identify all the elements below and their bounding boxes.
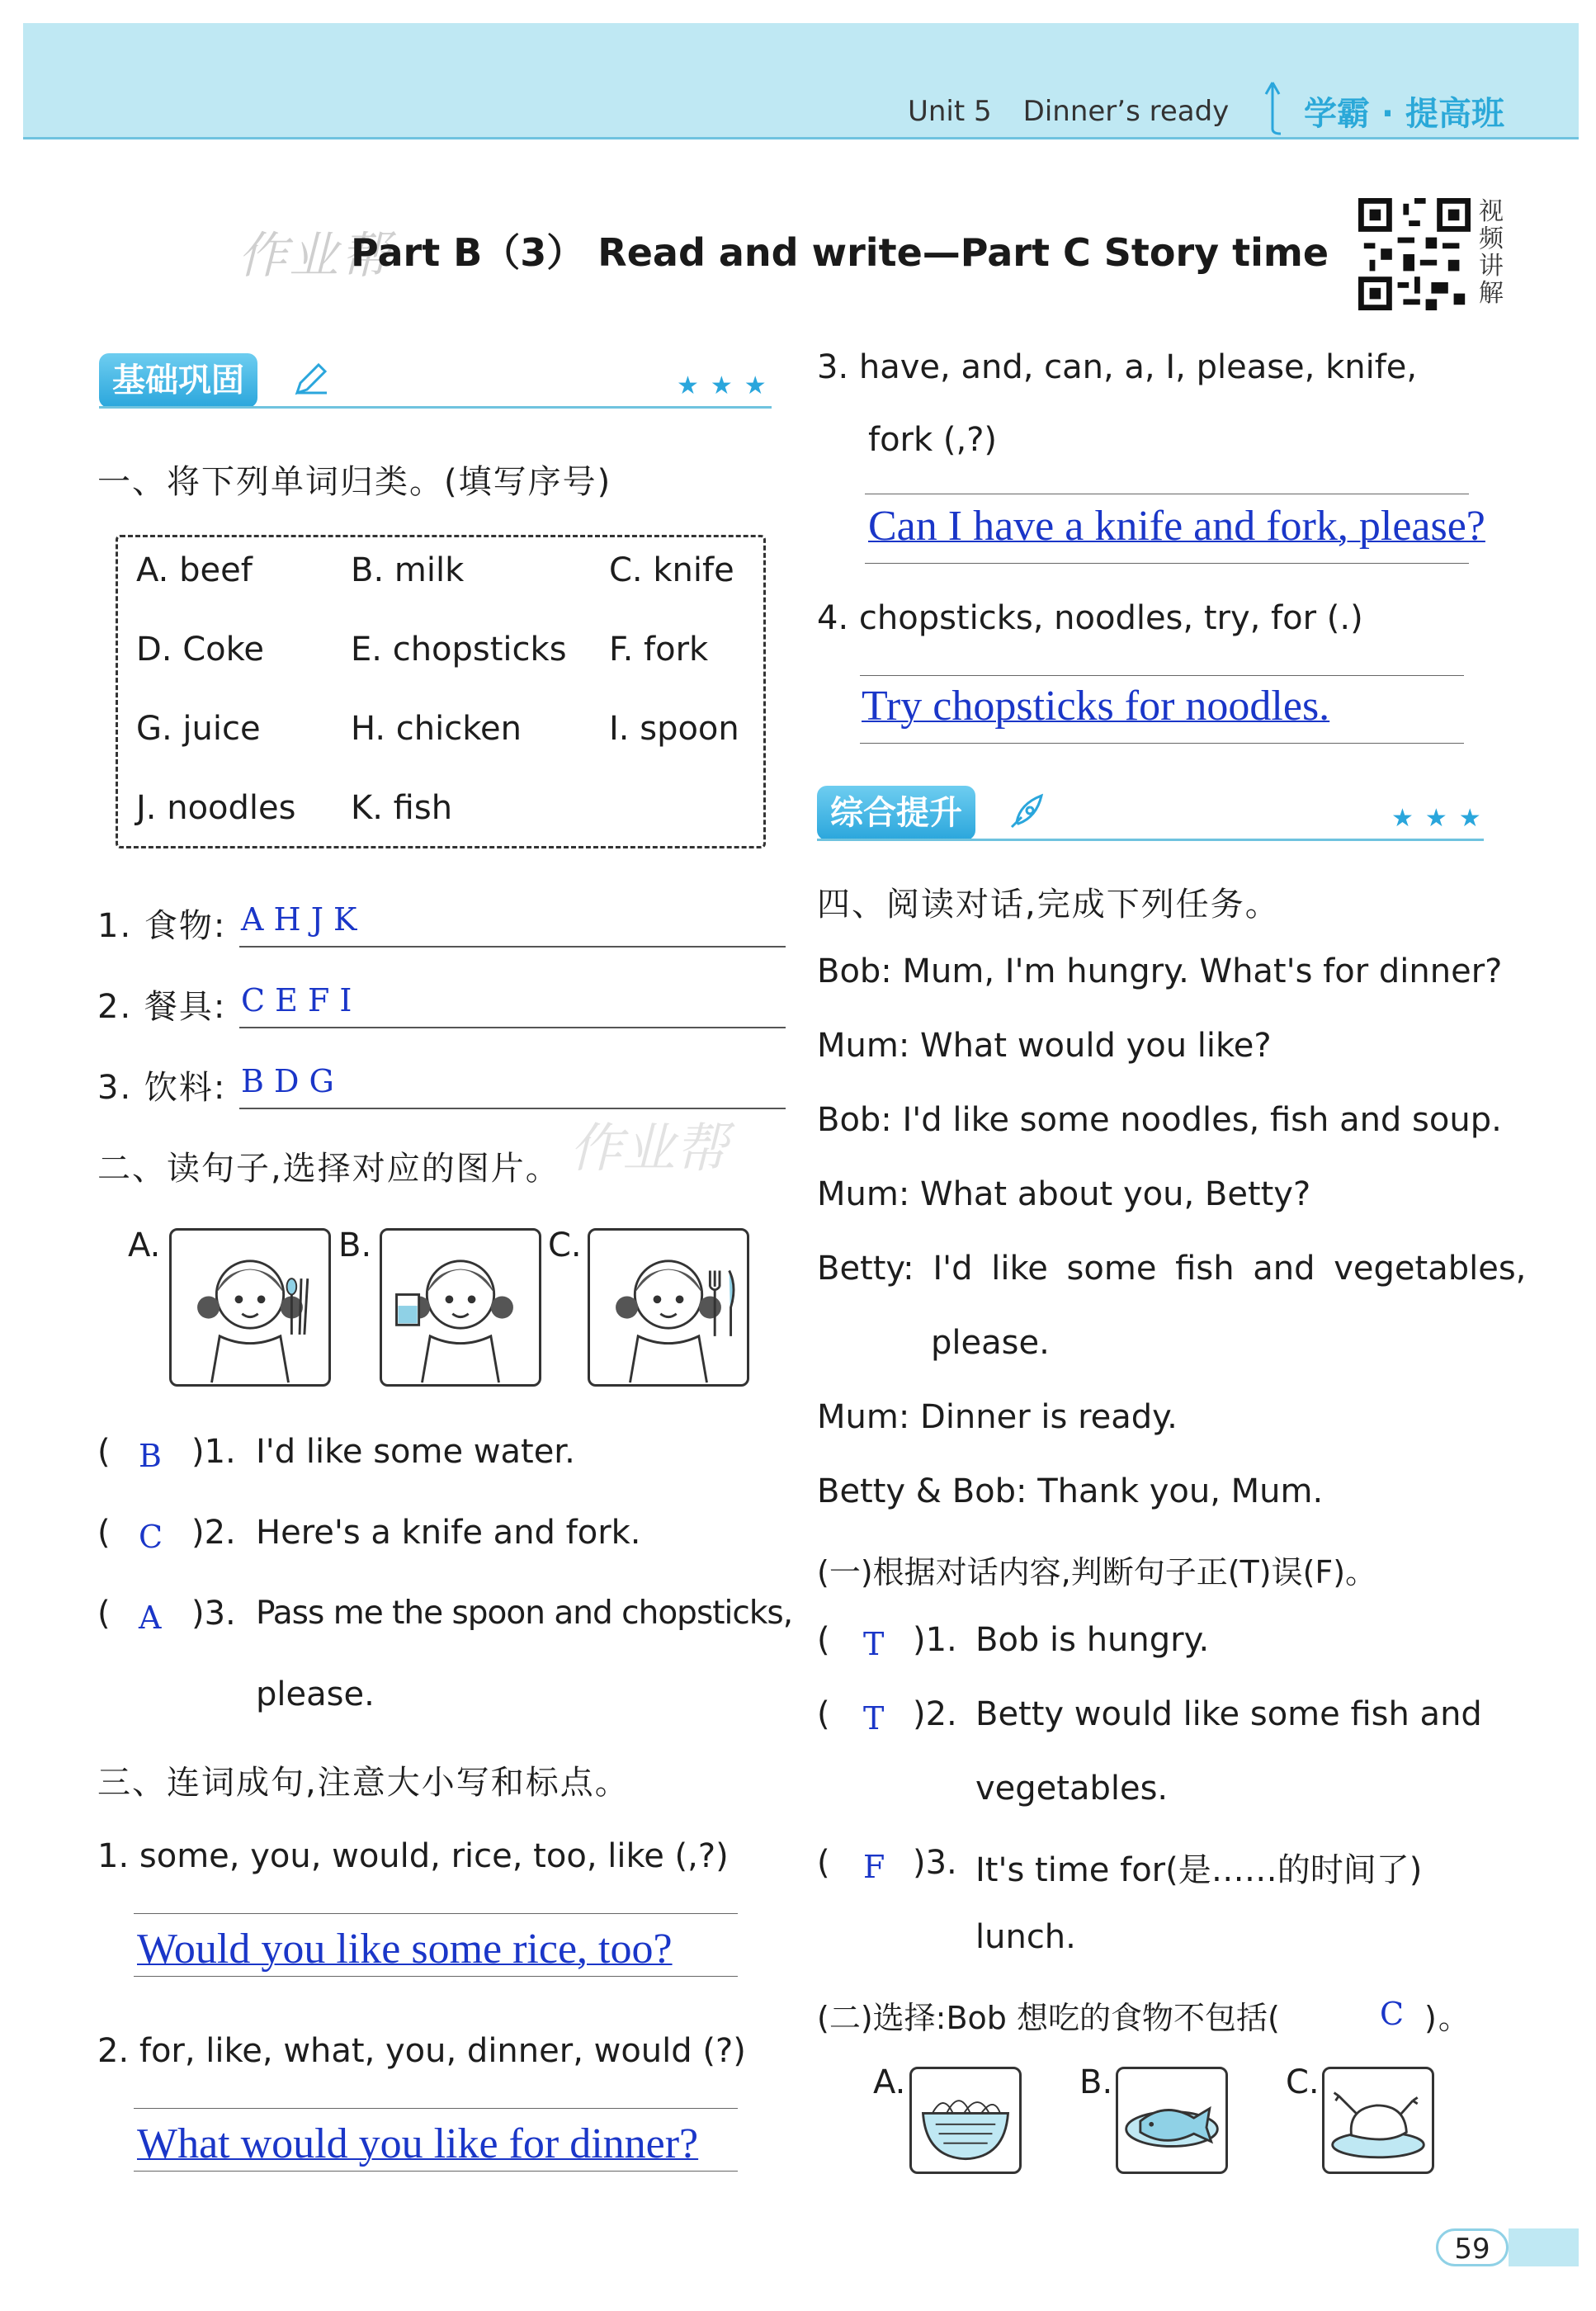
tf-statement-cont: vegetables. (975, 1770, 1169, 1808)
answer-line (239, 1027, 786, 1028)
writing-line (134, 2171, 738, 2172)
writing-line (134, 1913, 738, 1914)
pencil-icon (290, 358, 332, 399)
brand-logo: 学霸 · 提高班 (1304, 95, 1505, 133)
section-badge-basic: 基础巩固 (99, 353, 257, 408)
word-option: E. chopsticks (351, 631, 567, 669)
watermark: 作业帮 (238, 227, 391, 285)
dialogue-line: Bob: Mum, I'm hungry. What's for dinner? (817, 952, 1503, 990)
difficulty-stars: ★★★ (677, 371, 778, 400)
q4-part1-heading: (一)根据对话内容,判断句子正(T)误(F)。 (817, 1554, 1377, 1590)
bracket-open: ( (97, 1433, 111, 1471)
dialogue-line: Mum: What would you like? (817, 1027, 1272, 1065)
section-badge-advanced: 综合提升 (817, 786, 975, 840)
unit-number: Unit 5 (908, 95, 992, 128)
section-rule (99, 406, 772, 409)
word-option: A. beef (136, 551, 253, 589)
difficulty-stars: ★★★ (1391, 804, 1493, 833)
word-option: C. knife (609, 551, 734, 589)
q2-heading: 二、读句子,选择对应的图片。 (97, 1150, 560, 1188)
answer-line (239, 946, 786, 948)
writing-line (860, 743, 1464, 744)
tf-statement-cont: lunch. (975, 1918, 1076, 1956)
picture-girl-spoon-chopsticks[interactable] (169, 1228, 331, 1387)
q3-prompt: 3. have, and, can, a, I, please, knife, (817, 348, 1418, 386)
tf-statement: It's time for(是……的时间了) (975, 1851, 1423, 1889)
unit-title: Dinner’s ready (1022, 95, 1230, 128)
q3-prompt: 4. chopsticks, noodles, try, for (.) (817, 599, 1363, 637)
writing-line (134, 2108, 738, 2109)
option-label: B. (1079, 2063, 1113, 2101)
word-option: I. spoon (609, 710, 739, 748)
option-label: A. (873, 2063, 906, 2101)
q4-heading: 四、阅读对话,完成下列任务。 (817, 886, 1280, 924)
word-option: D. Coke (136, 631, 264, 669)
q1-heading: 一、将下列单词归类。(填写序号) (97, 463, 612, 501)
picture-girl-water[interactable] (380, 1228, 541, 1387)
dialogue-line: Betty & Bob: Thank you, Mum. (817, 1472, 1324, 1510)
word-option: F. fork (609, 631, 709, 669)
bracket-open: ( (97, 1595, 111, 1633)
page-tab (1509, 2228, 1579, 2266)
picture-label: B. (338, 1226, 372, 1264)
q3-answer[interactable]: Try chopsticks for noodles. (862, 683, 1330, 730)
dialogue-line: Mum: What about you, Betty? (817, 1175, 1311, 1213)
picture-label: C. (548, 1226, 582, 1264)
arrow-up-icon (1263, 79, 1282, 137)
tf-answer[interactable]: T (863, 1626, 885, 1662)
word-option: J. noodles (136, 789, 296, 827)
word-option: K. fish (351, 789, 453, 827)
page-number: 59 (1436, 2228, 1509, 2266)
picture-noodles[interactable] (909, 2067, 1022, 2174)
q2-number: )1. (191, 1433, 236, 1471)
word-option: B. milk (351, 551, 465, 589)
q3-prompt: 1. some, you, would, rice, too, like (,?) (97, 1837, 729, 1875)
dialogue-line: please. (931, 1324, 1050, 1362)
q4-part2-answer[interactable]: C (1380, 1996, 1405, 2032)
q2-answer[interactable]: C (139, 1519, 163, 1555)
picture-chicken[interactable] (1322, 2067, 1434, 2174)
q3-prompt: 2. for, like, what, you, dinner, would (?) (97, 2032, 746, 2070)
writing-line (860, 675, 1464, 676)
q2-sentence: Pass me the spoon and chopsticks, (256, 1595, 793, 1632)
q2-sentence: I'd like some water. (256, 1433, 575, 1471)
picture-label: A. (128, 1226, 161, 1264)
tf-number: )3. (913, 1844, 957, 1882)
q2-answer[interactable]: A (139, 1600, 162, 1636)
tf-statement: Bob is hungry. (975, 1621, 1210, 1659)
bracket-open: ( (97, 1514, 111, 1552)
q2-sentence-cont: please. (256, 1675, 375, 1713)
tf-answer[interactable]: F (863, 1849, 885, 1885)
dialogue-line: Betty: I'd like some fish and vegetables, (817, 1250, 1527, 1288)
qr-label: 视频讲解 (1479, 197, 1504, 308)
q3-prompt-cont: fork (,?) (868, 421, 998, 459)
page-title: Part B（3） Read and write—Part C Story time (351, 230, 1329, 275)
q2-number: )3. (191, 1595, 236, 1633)
writing-line (865, 563, 1469, 564)
q1-item-answer[interactable]: C E F I (241, 982, 352, 1018)
tf-statement: Betty would like some fish and (975, 1695, 1482, 1733)
q3-answer[interactable]: Would you like some rice, too? (137, 1926, 673, 1973)
q1-item-answer[interactable]: A H J K (241, 901, 357, 938)
tf-number: )2. (913, 1695, 957, 1733)
q1-item-answer[interactable]: B D G (241, 1063, 334, 1099)
dialogue-line: Mum: Dinner is ready. (817, 1398, 1178, 1436)
dialogue-line: Bob: I'd like some noodles, fish and soup. (817, 1101, 1502, 1139)
q4-part2-heading: (二)选择:Bob 想吃的食物不包括( (817, 2000, 1280, 2036)
word-option: G. juice (136, 710, 261, 748)
rocket-icon (1005, 787, 1051, 834)
section-rule (817, 839, 1484, 841)
header-unit (908, 95, 1260, 128)
q3-answer[interactable]: What would you like for dinner? (137, 2120, 699, 2167)
writing-line (134, 1976, 738, 1977)
header-rule (23, 137, 1579, 139)
option-label: C. (1286, 2063, 1320, 2101)
bracket-open: ( (817, 1621, 830, 1659)
bracket-open: ( (817, 1695, 830, 1733)
q1-item-label: 1. 食物: (97, 907, 227, 945)
bracket-open: ( (817, 1844, 830, 1882)
q3-answer[interactable]: Can I have a knife and fork, please? (868, 503, 1485, 550)
qr-code-icon[interactable] (1358, 198, 1471, 310)
tf-number: )1. (913, 1621, 957, 1659)
q3-heading: 三、连词成句,注意大小写和标点。 (97, 1764, 630, 1802)
q2-sentence: Here's a knife and fork. (256, 1514, 641, 1552)
q2-number: )2. (191, 1514, 236, 1552)
q2-answer[interactable]: B (139, 1438, 162, 1474)
q1-item-label: 3. 饮料: (97, 1069, 227, 1107)
word-option: H. chicken (351, 710, 522, 748)
watermark: 作业帮 (569, 1118, 728, 1179)
q1-item-label: 2. 餐具: (97, 988, 227, 1026)
picture-girl-knife-fork[interactable] (588, 1228, 749, 1387)
picture-fish[interactable] (1116, 2067, 1228, 2174)
q4-part2-close: )。 (1424, 2000, 1471, 2036)
tf-answer[interactable]: T (863, 1700, 885, 1737)
